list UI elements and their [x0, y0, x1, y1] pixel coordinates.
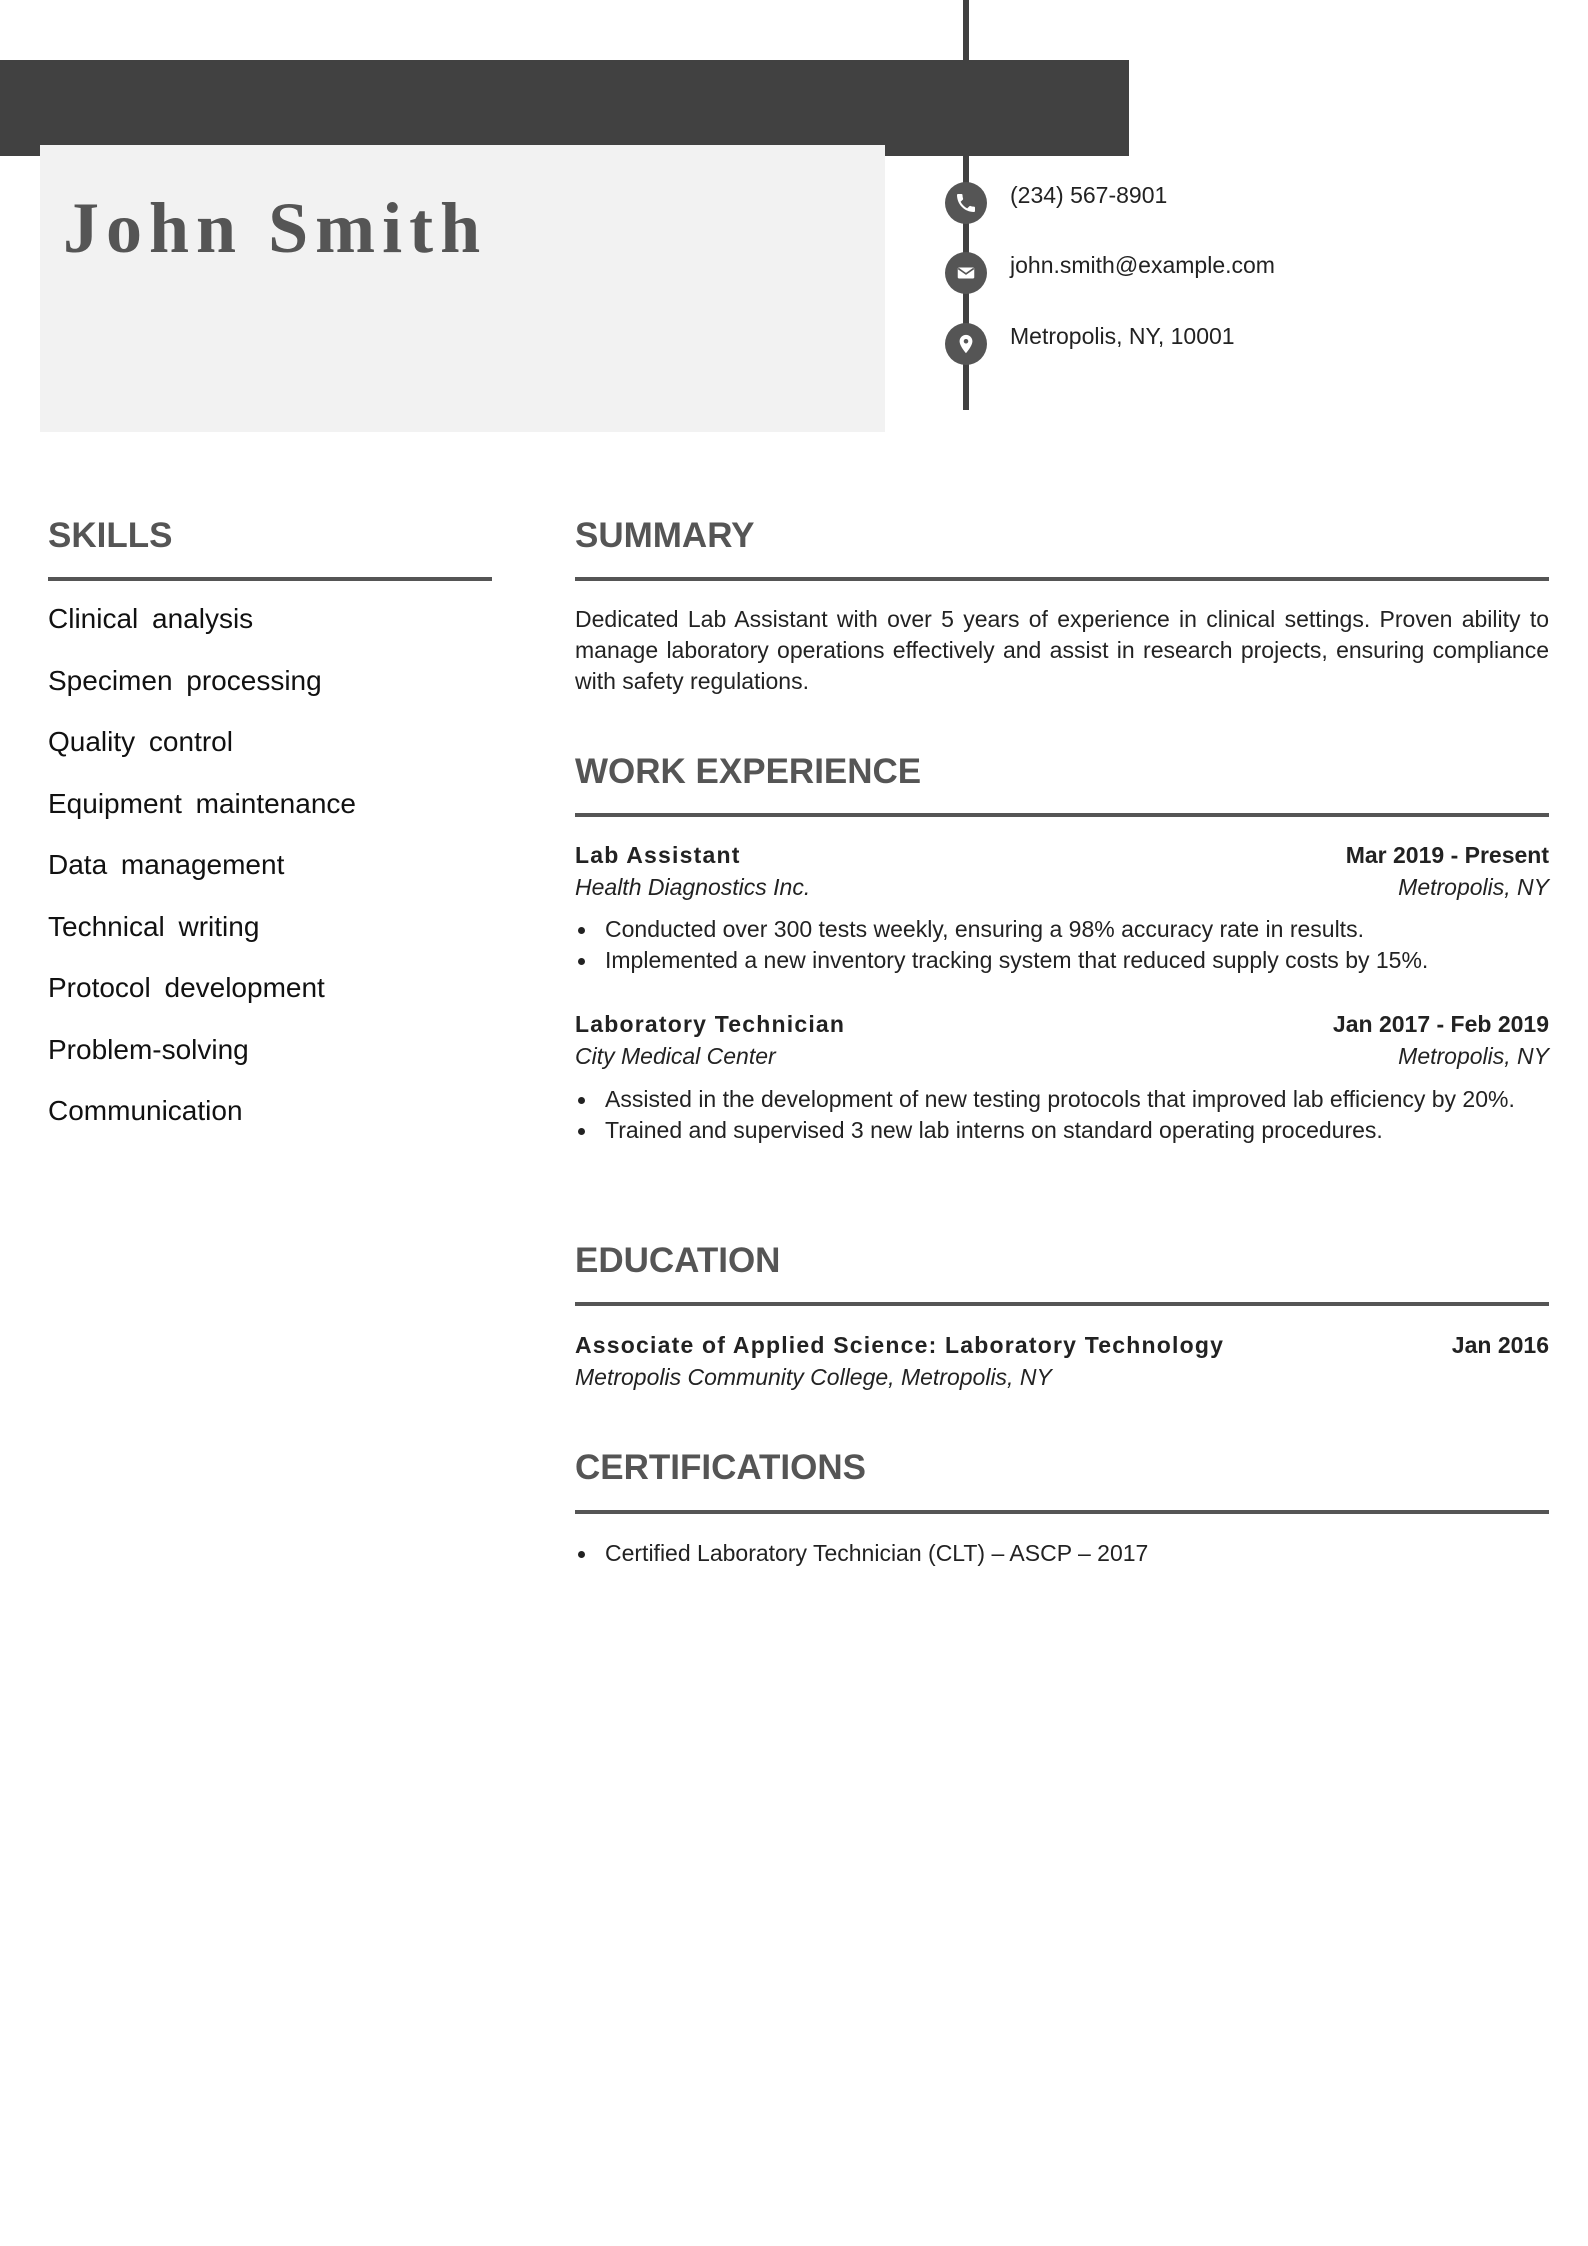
summary-divider — [575, 577, 1549, 581]
summary-heading: SUMMARY — [575, 516, 755, 555]
certification-item: Certified Laboratory Technician (CLT) – ASCP – 2017 — [575, 1538, 1549, 1569]
job-bullets — [575, 914, 1549, 976]
job-bullet: Trained and supervised 3 new lab interns on standard operating procedures. — [575, 1115, 1549, 1146]
education-divider — [575, 1302, 1549, 1306]
job-location: Metropolis, NY — [1398, 1043, 1549, 1069]
contact-phone — [945, 182, 1445, 222]
envelope-icon — [945, 252, 987, 294]
skill-item: Technical writing — [48, 910, 260, 942]
skills-list — [48, 602, 356, 1156]
work-experience-heading: WORK EXPERIENCE — [575, 752, 922, 791]
education-heading: EDUCATION — [575, 1241, 781, 1280]
job-bullet: Assisted in the development of new testing protocols that improved lab efficiency by 20%. — [575, 1084, 1549, 1115]
job-header — [575, 842, 1549, 872]
degree-title: Associate of Applied Science: Laboratory Technology — [575, 1332, 1225, 1358]
skill-item: Specimen processing — [48, 664, 322, 696]
job-bullet: Conducted over 300 tests weekly, ensuring a 98% accuracy rate in results. — [575, 914, 1549, 945]
work-experience-divider — [575, 813, 1549, 817]
certifications-divider — [575, 1510, 1549, 1514]
skills-divider — [48, 577, 492, 581]
school-name: Metropolis Community College, Metropolis, NY — [575, 1364, 1052, 1390]
job-bullets — [575, 1084, 1549, 1146]
job-bullet: Implemented a new inventory tracking system that reduced supply costs by 15%. — [575, 945, 1549, 976]
education-header — [575, 1332, 1549, 1362]
contact-email-text: john.smith@example.com — [1010, 252, 1275, 278]
skill-item: Problem-solving — [48, 1033, 249, 1065]
certifications-heading: CERTIFICATIONS — [575, 1448, 867, 1487]
skill-item: Data management — [48, 849, 285, 880]
summary-text: Dedicated Lab Assistant with over 5 years of experience in clinical settings. Proven ability to manage laboratory operations effectively and assist in research projects, ensuring compliance with safety regulations. — [575, 606, 1549, 694]
contact-phone-text: (234) 567-8901 — [1010, 182, 1168, 208]
phone-icon — [945, 182, 987, 224]
education-subheader — [575, 1364, 1549, 1394]
skill-item: Communication — [48, 1095, 243, 1126]
job-title: Lab Assistant — [575, 842, 741, 868]
contact-location — [945, 323, 1445, 363]
job-title: Laboratory Technician — [575, 1011, 846, 1037]
job-location: Metropolis, NY — [1398, 874, 1549, 900]
job-header — [575, 1011, 1549, 1041]
skill-item: Clinical analysis — [48, 603, 254, 634]
job-company: City Medical Center — [575, 1043, 776, 1069]
degree-date: Jan 2016 — [1451, 1332, 1549, 1358]
job-dates: Mar 2019 - Present — [1345, 842, 1549, 868]
contact-location-text: Metropolis, NY, 10001 — [1010, 323, 1235, 349]
job-company: Health Diagnostics Inc. — [575, 874, 811, 900]
job-dates: Jan 2017 - Feb 2019 — [1332, 1011, 1549, 1037]
header-bar — [0, 60, 1129, 156]
job-subheader — [575, 1043, 1549, 1073]
job-subheader — [575, 874, 1549, 904]
certifications-list — [575, 1538, 1549, 1569]
contact-email — [945, 252, 1445, 292]
skill-item: Protocol development — [48, 972, 325, 1003]
map-pin-icon — [945, 323, 987, 365]
skill-item: Equipment maintenance — [48, 787, 356, 819]
skills-heading: SKILLS — [48, 516, 173, 555]
candidate-name: John Smith — [63, 188, 488, 268]
skill-item: Quality control — [48, 726, 233, 757]
